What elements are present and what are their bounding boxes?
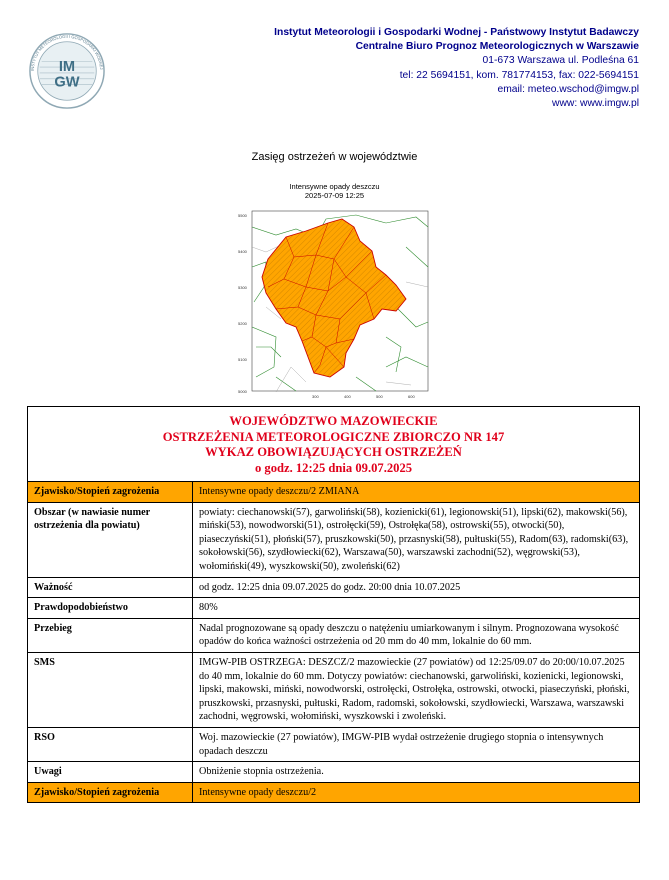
axis-y-label: 5300 [238, 285, 247, 290]
axis-y-label: 5200 [238, 321, 247, 326]
table-row [28, 482, 640, 503]
row-value: 80% [193, 598, 640, 619]
row-label: SMS [28, 652, 193, 727]
map-date: 2025-07-09 12:25 [304, 191, 365, 200]
title-voivodeship: WOJEWÓDZTWO MAZOWIECKIE [229, 414, 438, 428]
map-subtitle: Intensywne opady deszczu [289, 182, 380, 191]
axis-x-label: 500 [376, 394, 383, 399]
table-row [28, 598, 640, 619]
title-time: o godz. 12:25 dnia 09.07.2025 [254, 460, 413, 475]
axis-y-label: 5100 [238, 357, 247, 362]
map-title: Zasięg ostrzeżeń w województwie [251, 151, 418, 163]
axis-y-label: 5000 [238, 389, 247, 394]
warning-title [28, 407, 640, 482]
warning-map [236, 207, 432, 399]
warning-table [27, 406, 640, 803]
address-line: 01-673 Warszawa ul. Podleśna 61 [482, 55, 639, 67]
title-warning-number: OSTRZEŻENIA METEOROLOGICZNE ZBIORCZO NR 147 [162, 429, 505, 444]
table-row [28, 727, 640, 761]
table-row [28, 618, 640, 652]
institute-address [274, 26, 639, 111]
row-value: Intensywne opady deszczu/2 ZMIANA [193, 482, 640, 503]
table-row [28, 502, 640, 577]
row-value: Intensywne opady deszczu/2 [193, 782, 640, 803]
institute-name: Instytut Meteorologii i Gospodarki Wodnej - Państwowy Instytut Badawczy [274, 27, 639, 38]
row-label: RSO [28, 727, 193, 761]
imgw-logo [28, 32, 106, 110]
table-row [28, 577, 640, 598]
row-value: Woj. mazowieckie (27 powiatów), IMGW-PIB wydał ostrzeżenie drugiego stopnia o intensywnych opadach deszczu [193, 727, 640, 761]
table-row [28, 782, 640, 803]
row-value: od godz. 12:25 dnia 09.07.2025 do godz. 20:00 dnia 10.07.2025 [193, 577, 640, 598]
phone-line: tel: 22 5694151, kom. 781774153, fax: 022-5694151 [399, 69, 639, 81]
axis-y-label: 5400 [238, 249, 247, 254]
row-value: Obniżenie stopnia ostrzeżenia. [193, 762, 640, 783]
row-label: Obszar (w nawiasie numer ostrzeżenia dla powiatu) [28, 502, 193, 577]
www-line: www: www.imgw.pl [552, 98, 639, 110]
row-value: Nadal prognozowane są opady deszczu o natężeniu umiarkowanym i silnym. Prognozowana wysokość opadów do końca ważności ostrzeżenia od 20 mm do 40 mm, lokalnie do 60 mm. [193, 618, 640, 652]
row-label: Przebieg [28, 618, 193, 652]
row-value: powiaty: ciechanowski(57), garwoliński(58), kozienicki(61), legionowski(51), lipski(62), makowski(56), miński(53), nowodworski(51), ostrołęcki(59), Ostrołęka(58), ostrowski(55), otwocki(50), piaseczyński(51), płoński(57), pruszkowski(50), przasnyski(58), pułtuski(55), Radom(63), radomski(63), sokołowski(56), szydłowiecki(62), Warszawa(50), warszawski zachodni(52), węgrowski(53), wołomiński(49), wyszkowski(50), zwoleński(62) [193, 502, 640, 577]
title-list: WYKAZ OBOWIĄZUJĄCYCH OSTRZEŻEŃ [205, 445, 462, 459]
axis-x-label: 400 [344, 394, 351, 399]
axis-y-label: 5500 [238, 213, 247, 218]
row-label: Zjawisko/Stopień zagrożenia [28, 482, 193, 503]
email-line: email: meteo.wschod@imgw.pl [497, 83, 639, 95]
row-value: IMGW-PIB OSTRZEGA: DESZCZ/2 mazowieckie (27 powiatów) od 12:25/09.07 do 20:00/10.07.2025 do 40 mm, lokalnie do 60 mm. Dotyczy powiatów: ciechanowski, garwoliński, kozienicki, legionowski, lipski, makowski, miński, nowodworski, ostrołęcki, Ostrołęka, ostrowski, otwocki, piaseczyński, płoński, pruszkowski, przasnyski, pułtuski, Radom, radomski, sokołowski, szydłowiecki, Warszawa, warszawski zachodni, węgrowski, wołomiński, wyszkowski i zwoleński. [193, 652, 640, 727]
row-label: Uwagi [28, 762, 193, 783]
row-label: Ważność [28, 577, 193, 598]
logo-text-top: IM [58, 59, 76, 75]
axis-x-label: 300 [312, 394, 319, 399]
table-row [28, 762, 640, 783]
svg-text:INSTYTUT METEOROLOGII I GOSPOD: INSTYTUT METEOROLOGII I GOSPODARKI WODNEJ [29, 33, 105, 72]
logo-text-bottom: GW [54, 74, 80, 91]
table-row [28, 652, 640, 727]
row-label: Prawdopodobieństwo [28, 598, 193, 619]
row-label: Zjawisko/Stopień zagrożenia [28, 782, 193, 803]
axis-x-label: 600 [408, 394, 415, 399]
bureau-name: Centralne Biuro Prognoz Meteorologicznych w Warszawie [355, 41, 639, 53]
